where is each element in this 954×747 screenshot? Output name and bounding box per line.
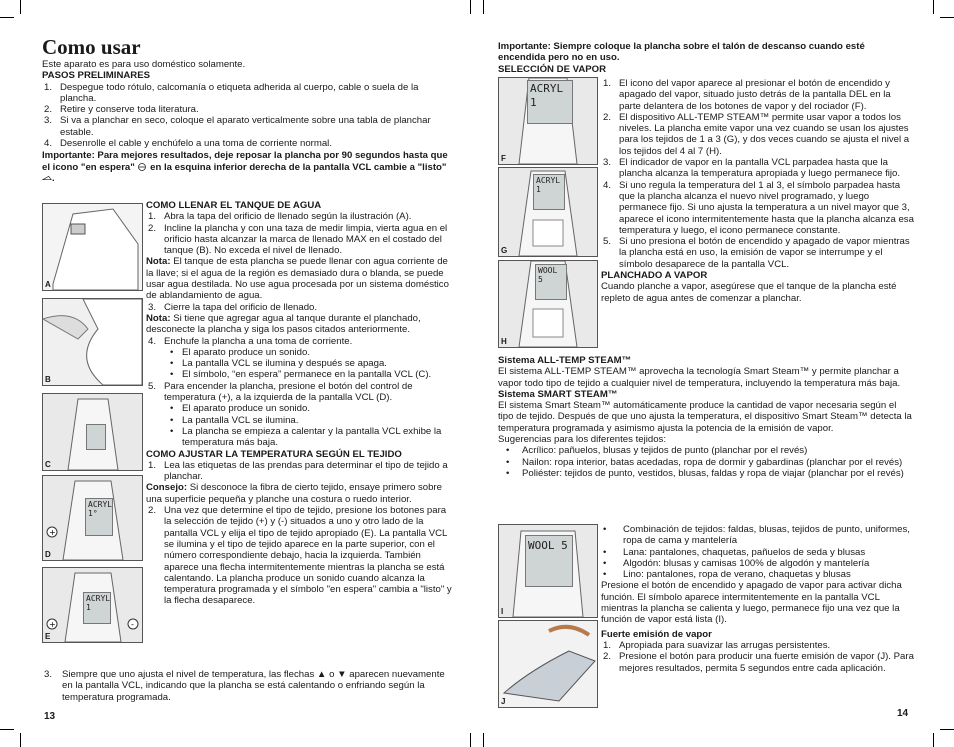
figure-label: F [501,154,506,163]
crop-mark [0,17,14,18]
list-item: • Poliéster: tejidos de punto, vestidos, blusas, faldas y ropa de viajar (planchar por el revés) [504,468,914,479]
list-item: • Lino: pantalones, ropa de verano, chaquetas y blusas [601,569,914,580]
figure-label: I [501,607,504,616]
intro-text: Este aparato es para uso doméstico solamente. [42,59,246,70]
crop-mark [470,733,471,747]
figure-label: G [501,246,508,255]
temp-step-3 [42,669,454,703]
list-item: • Acrílico: pañuelos, blusas y tejidos de punto (planchar por el revés) [504,445,914,456]
list-item: 4. Si uno regula la temperatura del 1 al 3, el símbolo parpadea hasta que la plancha alcanza el nuevo nivel programado, y luego permanece fijo. Si uno ajusta la temperatura a un nivel mayor que 3, aparece el icono intermitentemente hasta que la plancha alcanza esa temperatura y luego, el icono permanece constante. [603,179,914,236]
figure-c [42,393,143,471]
right-top [498,41,914,75]
figure-a [42,203,143,291]
figure-f [498,77,598,165]
iron-fill-cap-illustration [43,204,142,290]
list-item: 4. Desenrolle el cable y enchúfelo a una toma de corriente normal. [44,138,332,150]
svg-text:+: + [49,620,56,629]
lcd-display: ACRYL 1 [527,80,573,124]
lcd-display: WOOL 5 [525,535,573,587]
figure-d [42,475,143,561]
list-item: • El aparato produce un sonido. [168,403,454,414]
lcd-display: ACRYL 1° [85,498,113,536]
figure-j [498,620,598,708]
figure-label: C [45,460,51,469]
list-item: 1. Abra la tapa del orificio de llenado según la ilustración (A). [148,211,412,223]
fill-list-5 [146,381,454,404]
svg-text:+: + [49,528,56,537]
lcd-display: ACRYL 1 [83,592,111,624]
list-item: 3. El indicador de vapor en la pantalla VCL parpadea hasta que la plancha alcanza la temperatura apropiada y luego permanece fijo. [603,157,901,180]
alltemp-heading: Sistema ALL-TEMP STEAM™ [498,355,632,366]
temp-list-3 [42,669,454,703]
smart-text: El sistema Smart Steam™ automáticamente produce la cantidad de vapor necesaria según el tipo de tejido. Después de que uno ajusta la temperatura, el dispositivo Smart Steam™ detecta la temperatura programada y asimismo ajusta la potencia de la emisión de vapor. [498,400,912,434]
list-item: • Nailon: ropa interior, batas acedadas, ropa de dormir y gabardinas (planchar por el revés) [504,457,914,468]
figure-h [498,260,598,348]
steam-iron-heading: PLANCHADO A VAPOR [601,270,708,282]
list-item: 1. Apropiada para suavizar las arrugas persistentes. [603,639,831,651]
figure-label: B [45,375,51,384]
list-item: 4. Enchufe la plancha a una toma de corriente. [148,335,353,347]
list-item: • Combinación de tejidos: faldas, blusas, tejidos de punto, uniformes, ropa de cama y mantelería [601,524,914,547]
figure-g [498,167,598,257]
list-item: 3. Cierre la tapa del orificio de llenado. [148,301,318,313]
crop-mark [483,0,484,14]
bullet-list [601,524,914,580]
fill-list-4 [146,336,454,347]
prelim-list [42,82,454,150]
steam-list [601,78,914,270]
fabric-section [601,524,914,674]
tip: Consejo: Si desconoce la fibra de cierto tejido, ensaye primero sobre una superficie pequeña y planche una costura o ruedo interior. [146,482,442,505]
temp-list [146,460,454,483]
fill-list-3 [146,302,454,313]
page-number-left: 13 [44,711,56,722]
figure-label: D [45,550,51,559]
lcd-display: WOOL 5 [535,264,567,300]
page-title: Como usar [42,35,141,59]
list-item: • Algodón: blusas y camisas 100% de algodón y mantelería [601,558,914,569]
note: Nota: Si tiene que agregar agua al tanque durante el planchado, desconecte la plancha y siga los pasos citados anteriormente. [146,312,421,336]
list-item: 3. Siempre que uno ajusta el nivel de temperatura, las flechas ▲ o ▼ aparecen nuevamente en la pantalla VCL, indicando que la plancha se está calentando o enfriando según la temperatura programada. [44,669,445,703]
pouring-water-illustration [43,299,142,385]
list-item: 2. Retire y conserve toda literatura. [44,104,199,116]
steam-burst-illustration [499,621,597,707]
crop-mark [933,733,934,747]
figure-i [498,524,598,618]
crop-mark [933,0,934,14]
list-item: 1. Despegue todo rótulo, calcomanía o etiqueta adherida al cuerpo, cable o suela de la plancha. [44,81,419,104]
steam-iron-text: Cuando planche a vapor, asegúrese que el tanque de la plancha esté repleto de agua antes de comenzar a planchar. [601,281,897,304]
crop-mark [20,733,21,747]
crop-mark [0,729,14,730]
list-item: 3. Si va a planchar en seco, coloque el aparato verticalmente sobre una tabla de planchar estable. [44,115,431,138]
list-item: 1. El icono del vapor aparece al presionar el botón de encendido y apagado del vapor, situado justo detrás de la pantalla DEL en la parte delantera de los botones de vapor y del rociador (F). [603,78,891,112]
list-item: • La pantalla VCL se ilumina. [168,415,454,426]
crop-mark [20,0,21,14]
fill-heading: COMO LLENAR EL TANQUE DE AGUA [146,200,322,211]
prelim-heading: PASOS PRELIMINARES [42,70,151,82]
bullet-list [168,403,454,448]
steam-section [601,78,914,304]
list-item: • El símbolo, “en espera” permanece en la pantalla VCL (C). [168,369,454,380]
figure-label: H [501,337,507,346]
standby-icon [137,163,147,171]
list-item: 2. El dispositivo ALL-TEMP STEAM™ permite usar vapor a todos los niveles. La plancha emite vapor una vez cuando se usan los ajustes para los tejidos de 1 a 3 (G), y dos veces cuando se ajusta el nivel a los tejidos del 4 al 7 (H). [603,111,910,157]
crop-mark [940,17,954,18]
note: Nota: El tanque de esta plancha se puede llenar con agua corriente de la llave; si el agua de la región es demasiado dura o blanda, se puede usar agua destilada. No use agua procesada por un sistema doméstico de ablandamiento de agua. [146,256,449,302]
list-item: • La pantalla VCL se ilumina y después se apaga. [168,358,454,369]
fill-section [146,200,454,607]
crop-mark [470,0,471,14]
list-item: • Lana: pantalones, chaquetas, pañuelos de seda y blusas [601,547,914,558]
temp-heading: COMO AJUSTAR LA TEMPERATURA SEGÚN EL TEJIDO [146,448,402,460]
ready-icon [42,174,52,182]
figure-label: J [501,697,506,706]
list-item: 2. Incline la plancha y con una taza de medir limpia, vierta agua en el orificio hasta alcanzar la marca de llenado MAX en el costado del tanque (B). No exceda el nivel de llenado. [148,222,448,257]
bullet-list [168,347,454,381]
bullet-list [504,445,914,479]
list-item: 1. Lea las etiquetas de las prendas para determinar el tipo de tejido a planchar. [148,459,448,483]
lcd-display: ACRYL 1 [533,174,565,210]
figure-e [42,567,143,643]
crop-mark [940,729,954,730]
important-note: Importante: Siempre coloque la plancha sobre el talón de descanso cuando esté encendida pero no en uso. [498,41,865,64]
page-number-right: 14 [897,708,909,719]
figure-label: E [45,632,51,641]
press-text: Presione el botón de encendido y apagado de vapor para activar dicha función. El símbolo aparece intermitentemente en la pantalla VCL mientras la plancha se calienta y luego, permanece fijo una vez que la función de vapor está lista (I). [601,580,902,626]
list-item: 5. Para encender la plancha, presione el botón del control de temperatura (+), a la izquierda de la pantalla VCL (D). [148,380,413,404]
temp-list-2 [146,505,454,607]
smart-heading: Sistema SMART STEAM™ [498,388,618,400]
alltemp-text: El sistema ALL-TEMP STEAM™ aprovecha la tecnología Smart Steam™ y permite planchar a vapor todo tipo de tejido a cualquier nivel de temperatura, incluyendo la temperatura más baja. [498,366,901,389]
steam-heading: SELECCIÓN DE VAPOR [498,63,607,75]
systems-section [498,355,914,479]
suggestions-text: Sugerencias para los diferentes tejidos: [498,434,666,446]
left-page [42,36,454,184]
burst-list [601,640,914,674]
figure-label: A [45,280,51,289]
burst-heading: Fuerte emisión de vapor [601,628,712,640]
list-item: • El aparato produce un sonido. [168,347,454,358]
list-item: 5. Si uno presiona el botón de encendido y apagado de vapor mientras la plancha está en uso, la emisión de vapor se interrumpe y el símbolo desaparece de la pantalla VCL. [603,236,910,270]
crop-mark [483,733,484,747]
figure-b [42,298,143,386]
list-item: 2. Presione el botón para producir una fuerte emisión de vapor (J). Para mejores resultados, permita 5 segundos entre cada aplicación. [603,651,914,674]
list-item: • La plancha se empieza a calentar y la pantalla VCL exhibe la temperatura más baja. [168,426,454,449]
list-item: 2. Una vez que determine el tipo de tejido, presione los botones para la selección de tejido (+) y (-) situados a uno y otro lado de la pantalla VCL y elija el tipo de tejido apropiado (E). La pantalla VCL se ilumina y el tipo de tejido aparece en la parte superior, con el número correspondiente debajo, hacia la izquierda. También aparece una flecha intermitentemente mientras la plancha se está calentando. La plancha produce un sonido cuando alcanza la temperatura programada y el símbolo "en espera" cambia a "listo" y la flecha desaparece. [148,505,452,607]
fill-list [146,211,454,256]
important-note: Importante: Para mejores resultados, deje reposar la plancha por 90 segundos hasta que el icono "en espera" en la esquina inferior derecha de la pantalla VCL cambie a "listo" . [42,150,448,184]
svg-text:-: - [131,620,134,629]
lcd-display [86,424,106,450]
